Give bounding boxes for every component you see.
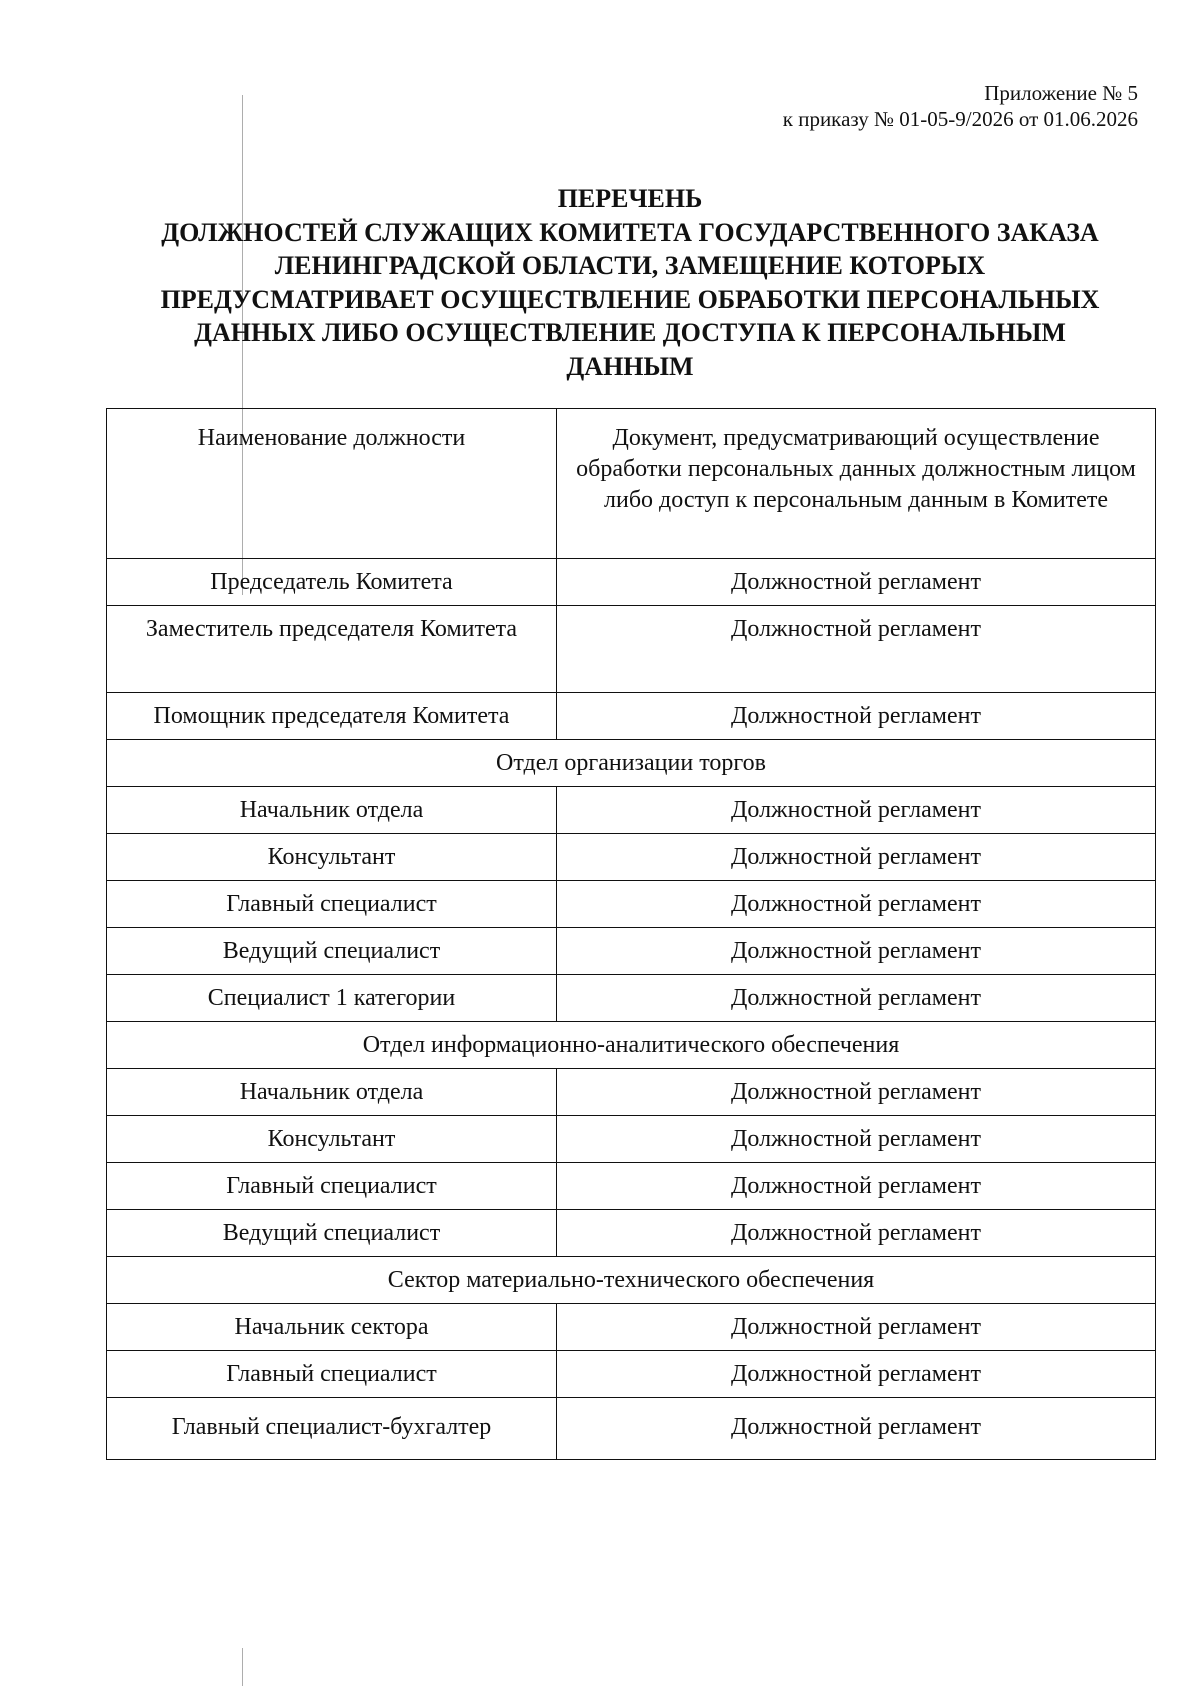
table-row [107,606,1156,693]
position-name: Ведущий специалист [107,928,557,975]
position-name: Председатель Комитета [107,559,557,606]
document-name: Должностной регламент [557,1304,1156,1351]
position-name: Начальник отдела [107,1069,557,1116]
scan-artifact-line-bottom [242,1648,243,1686]
document-name: Должностной регламент [557,1069,1156,1116]
positions-table [106,408,1156,1460]
table-row [107,559,1156,606]
table-row [107,1163,1156,1210]
document-name: Должностной регламент [557,559,1156,606]
section-row [107,740,1156,787]
section-title: Сектор материально-технического обеспечения [107,1257,1156,1304]
order-reference: к приказу № 01-05-9/2026 от 01.06.2026 [782,107,1138,131]
position-name: Начальник сектора [107,1304,557,1351]
table-row [107,1069,1156,1116]
section-row [107,1257,1156,1304]
document-name: Должностной регламент [557,1163,1156,1210]
document-name: Должностной регламент [557,881,1156,928]
table-row [107,787,1156,834]
position-name: Главный специалист [107,1163,557,1210]
header-document: Документ, предусматривающий осуществление обработки персональных данных должностным лицом либо доступ к персональным данным в Комитете [557,409,1156,559]
position-name: Ведущий специалист [107,1210,557,1257]
document-name: Должностной регламент [557,928,1156,975]
table-row [107,1351,1156,1398]
title-line: ЛЕНИНГРАДСКОЙ ОБЛАСТИ, ЗАМЕЩЕНИЕ КОТОРЫХ [274,251,986,280]
section-title: Отдел информационно-аналитического обеспечения [107,1022,1156,1069]
table-header-row [107,409,1156,559]
table-row [107,693,1156,740]
table-row [107,1304,1156,1351]
title-line: ДАННЫХ ЛИБО ОСУЩЕСТВЛЕНИЕ ДОСТУПА К ПЕРСОНАЛЬНЫМ [194,318,1066,347]
position-name: Начальник отдела [107,787,557,834]
position-name: Главный специалист [107,1351,557,1398]
document-name: Должностной регламент [557,1398,1156,1460]
title-line: ДАННЫМ [566,351,694,381]
table-row [107,1398,1156,1460]
table-row [107,834,1156,881]
document-name: Должностной регламент [557,1116,1156,1163]
title-line: ПРЕДУСМАТРИВАЕТ ОСУЩЕСТВЛЕНИЕ ОБРАБОТКИ ПЕРСОНАЛЬНЫХ [160,284,1100,314]
table-row [107,1116,1156,1163]
table-row [107,928,1156,975]
title-line: ПЕРЕЧЕНЬ [557,184,703,213]
header-position: Наименование должности [107,409,557,559]
section-row [107,1022,1156,1069]
appendix-reference [783,80,1138,132]
table-row [107,1210,1156,1257]
table-row [107,881,1156,928]
document-name: Должностной регламент [557,1210,1156,1257]
appendix-number: Приложение № 5 [984,81,1138,105]
position-name: Заместитель председателя Комитета [107,606,557,693]
document-name: Должностной регламент [557,834,1156,881]
section-title: Отдел организации торгов [107,740,1156,787]
position-name: Консультант [107,1116,557,1163]
position-name: Консультант [107,834,557,881]
title-line: ДОЛЖНОСТЕЙ СЛУЖАЩИХ КОМИТЕТА ГОСУДАРСТВЕННОГО ЗАКАЗА [161,217,1099,247]
position-name: Главный специалист [107,881,557,928]
document-name: Должностной регламент [557,787,1156,834]
document-title [100,182,1160,383]
document-name: Должностной регламент [557,1351,1156,1398]
positions-table-body [107,409,1156,1460]
document-name: Должностной регламент [557,693,1156,740]
position-name: Главный специалист-бухгалтер [107,1398,557,1460]
document-name: Должностной регламент [557,606,1156,693]
position-name: Помощник председателя Комитета [107,693,557,740]
document-name: Должностной регламент [557,975,1156,1022]
table-row [107,975,1156,1022]
position-name: Специалист 1 категории [107,975,557,1022]
